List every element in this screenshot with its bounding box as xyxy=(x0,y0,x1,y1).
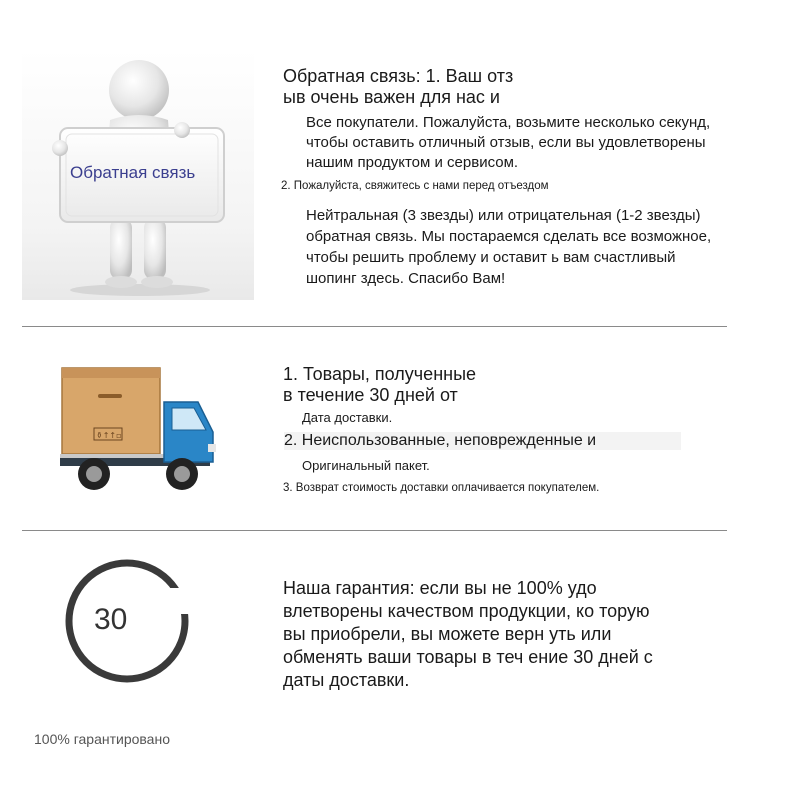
board-label: Обратная связь xyxy=(70,163,196,182)
guarantee-text: Наша гарантия: если вы не 100% удо влетворены качеством продукции, ко торую вы приобрели, вы можете верн уть или обменять ваши товары в теч ение 30 дней с даты доставки. xyxy=(283,578,653,690)
feedback-paragraph2: Нейтральная (3 звезды) или отрицательная (1-2 звезды) обратная связь. Мы постараемся сделать все возможное, чтобы решить проблему и оставит ь вам счастливый шопинг здесь. Спасибо Вам! xyxy=(306,207,712,287)
returns-line5: Оригинальный пакет. xyxy=(302,458,430,473)
truck-illustration xyxy=(58,362,220,497)
returns-line4: 2. Неиспользованные, неповрежденные и xyxy=(284,432,681,450)
feedback-title xyxy=(283,66,513,108)
divider-1 xyxy=(22,326,727,327)
returns-line3: Дата доставки. xyxy=(302,410,393,425)
feedback-title-line2: ыв очень важен для нас и xyxy=(283,87,500,107)
svg-text:⚱↑↑▫: ⚱↑↑▫ xyxy=(96,431,122,440)
feedback-title-line1: Обратная связь: 1. Ваш отз xyxy=(283,66,514,86)
guarantee-caption: 100% гарантировано xyxy=(34,731,170,747)
feedback-paragraph1: Все покупатели. Пожалуйста, возьмите несколько секунд, чтобы оставить отличный отзыв, если вы удовлетворены нашим продуктом и сервисом. xyxy=(306,114,711,171)
feedback-note: 2. Пожалуйста, свяжитесь с нами перед отъездом xyxy=(281,180,549,192)
returns-line1: 1. Товары, полученные xyxy=(283,364,477,384)
returns-line2: в течение 30 дней от xyxy=(283,385,458,405)
ring-number: 30 xyxy=(94,603,128,636)
delivery-truck-icon xyxy=(58,362,220,497)
divider-2 xyxy=(22,530,727,531)
returns-line6: 3. Возврат стоимость доставки оплачивается покупателем. xyxy=(283,482,600,494)
